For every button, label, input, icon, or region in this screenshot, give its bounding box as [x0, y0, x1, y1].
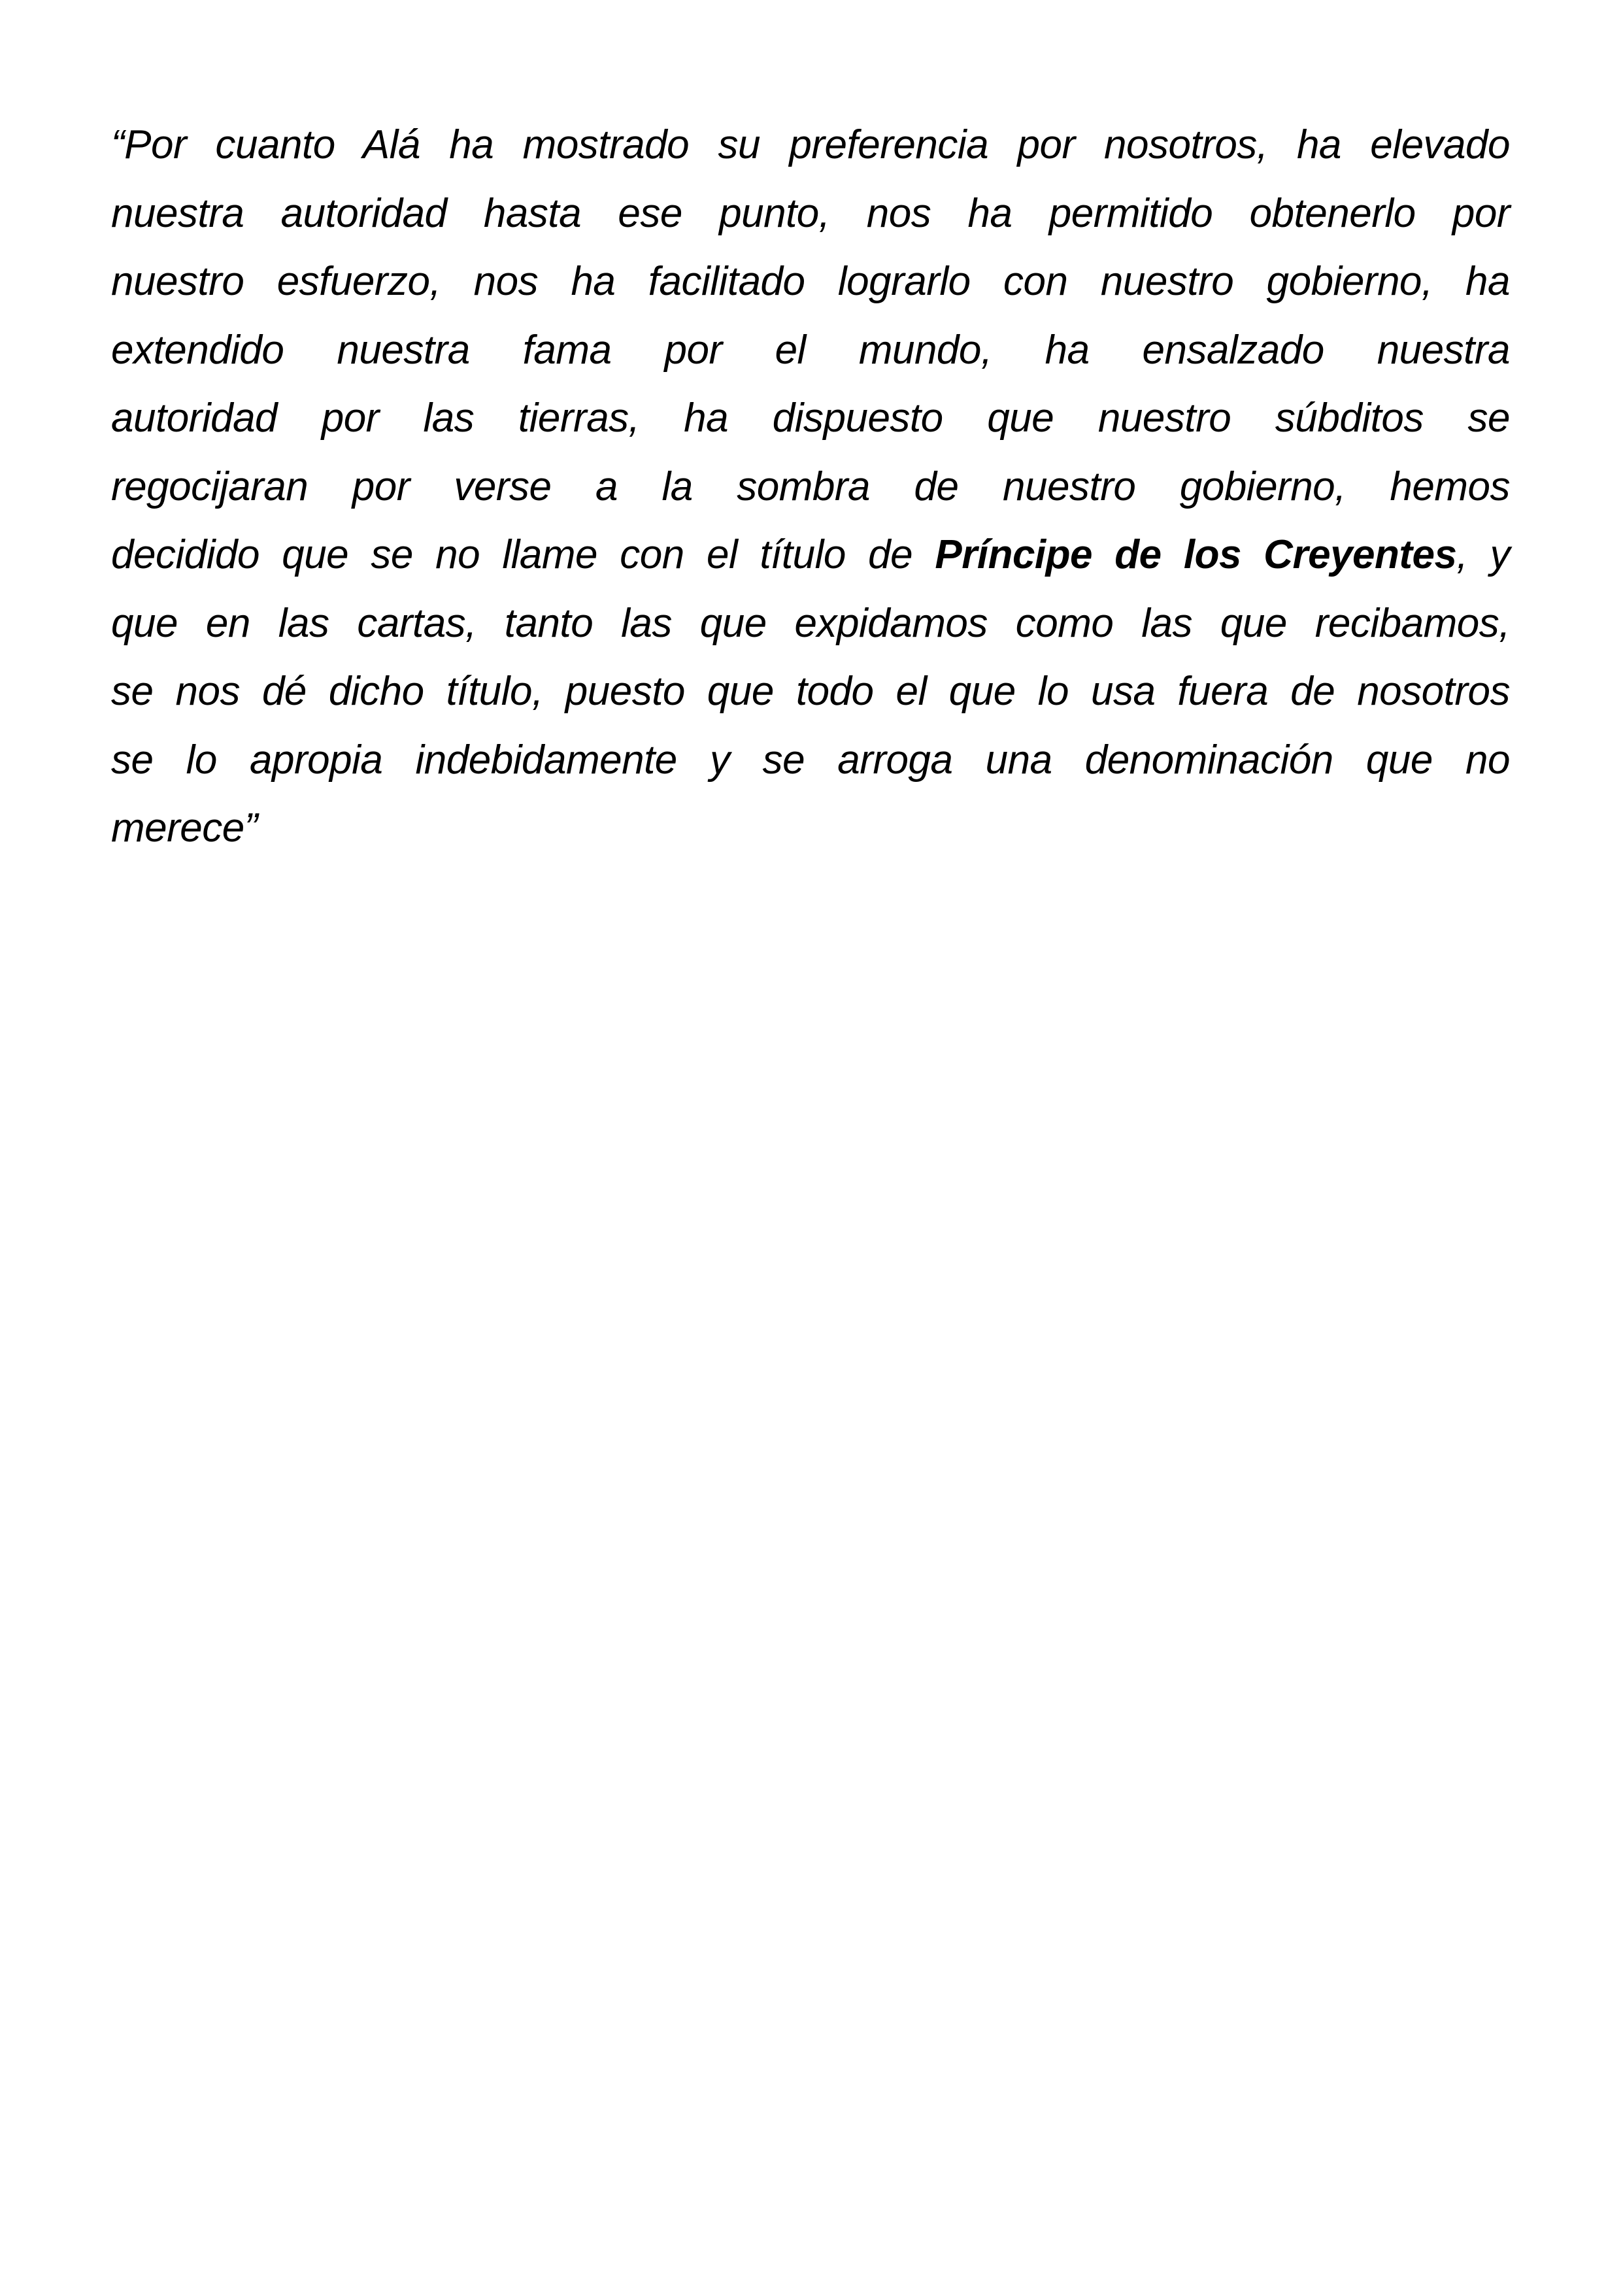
quote-text: se nos dé dicho título, puesto que todo el que lo usa fuera de nosotros [111, 669, 1510, 714]
quote-line [111, 316, 1510, 385]
quote-text: nuestro esfuerzo, nos ha facilitado lograrlo con nuestro gobierno, ha [111, 259, 1510, 304]
quote-text: autoridad por las tierras, ha dispuesto que nuestro súbditos se [111, 396, 1510, 441]
quote-line [111, 794, 1510, 863]
quote-text: decidido que se no llame con el título de [111, 532, 935, 577]
quote-text: , y [1456, 532, 1510, 577]
quote-line [111, 658, 1510, 726]
quote-bold-text: Príncipe de los Creyentes [935, 532, 1457, 577]
quote-line [111, 180, 1510, 248]
quote-line [111, 521, 1510, 590]
quote-line [111, 590, 1510, 658]
quote-paragraph [111, 111, 1510, 863]
quote-text: “Por cuanto Alá ha mostrado su preferencia por nosotros, ha elevado [111, 122, 1510, 167]
quote-line [111, 384, 1510, 453]
quote-line [111, 248, 1510, 316]
quote-text: extendido nuestra fama por el mundo, ha ensalzado nuestra [111, 327, 1510, 373]
quote-text: nuestra autoridad hasta ese punto, nos ha permitido obtenerlo por [111, 190, 1510, 236]
quote-text: se lo apropia indebidamente y se arroga una denominación que no [111, 737, 1510, 783]
quote-text: que en las cartas, tanto las que expidamos como las que recibamos, [111, 600, 1510, 646]
quote-text: merece” [111, 805, 258, 851]
quote-line [111, 453, 1510, 522]
quote-text: regocijaran por verse a la sombra de nuestro gobierno, hemos [111, 464, 1510, 509]
quote-line [111, 111, 1510, 180]
quote-line [111, 726, 1510, 795]
